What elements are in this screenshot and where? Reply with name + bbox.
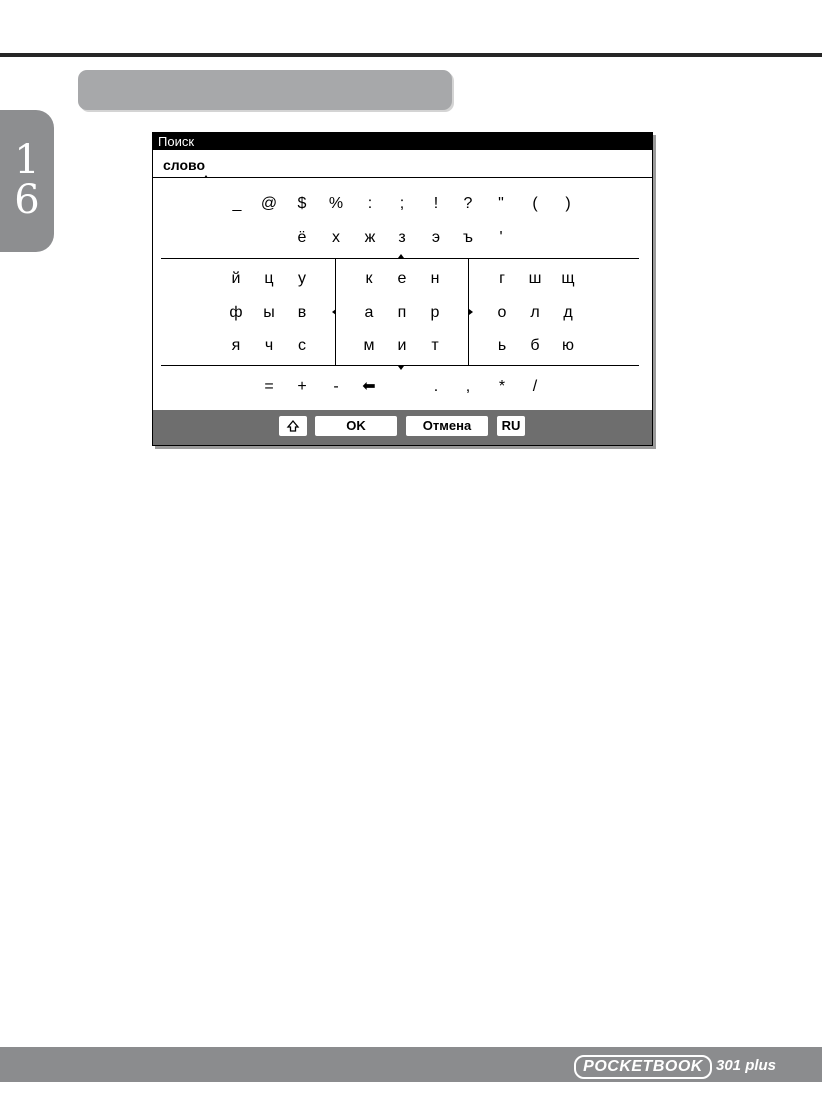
keyboard-key[interactable]: у [298, 270, 306, 287]
keyboard-key[interactable]: * [498, 378, 506, 395]
keyboard-key[interactable]: д [563, 304, 573, 321]
keyboard-key[interactable]: т [431, 337, 439, 354]
keyboard-key[interactable]: ы [263, 304, 275, 321]
keyboard-key[interactable]: " [498, 195, 504, 212]
keyboard-key[interactable]: м [363, 337, 375, 354]
keyboard-key[interactable]: щ [561, 270, 575, 287]
keyboard-key[interactable]: ⬅ [362, 378, 376, 395]
keyboard-key[interactable]: й [231, 270, 241, 287]
cancel-button[interactable]: Отмена [406, 416, 488, 436]
keyboard-key[interactable]: л [530, 304, 540, 321]
keyboard-key[interactable]: $ [297, 195, 307, 212]
keyboard-key[interactable]: ' [499, 229, 503, 246]
keyboard-key[interactable]: а [364, 304, 374, 321]
footer-bar [0, 1047, 822, 1082]
arrow-down-marker [398, 366, 404, 370]
keyboard-key[interactable]: н [430, 270, 440, 287]
keyboard-divider [161, 258, 639, 259]
keyboard-key[interactable]: ъ [463, 229, 473, 246]
arrow-up-marker [398, 254, 404, 258]
keyboard-key[interactable]: э [431, 229, 441, 246]
text-cursor [204, 175, 208, 178]
search-input[interactable]: слово [153, 150, 652, 178]
keyboard-key[interactable]: ; [399, 195, 405, 212]
keyboard-key[interactable]: ь [497, 337, 507, 354]
keyboard-key[interactable]: п [397, 304, 407, 321]
keyboard-key[interactable]: ц [264, 270, 274, 287]
section-header-bar [78, 70, 452, 110]
keyboard-key[interactable]: ш [528, 270, 542, 287]
keyboard-key[interactable]: в [297, 304, 307, 321]
keyboard-key[interactable]: ё [297, 229, 307, 246]
keyboard-key[interactable]: о [497, 304, 507, 321]
keyboard-key[interactable]: х [332, 229, 340, 246]
keyboard-key[interactable]: ч [264, 337, 274, 354]
brand-logo: POCKETBOOK [574, 1055, 712, 1079]
keyboard-key[interactable]: ? [463, 195, 473, 212]
keyboard-key[interactable]: я [231, 337, 241, 354]
keyboard-key[interactable]: с [298, 337, 306, 354]
keyboard-key[interactable]: е [397, 270, 407, 287]
dialog-title: Поиск [153, 133, 652, 150]
keyboard-key[interactable]: + [297, 378, 307, 395]
keyboard-key[interactable]: г [499, 270, 505, 287]
keyboard-key[interactable]: б [530, 337, 540, 354]
shift-button[interactable] [279, 416, 307, 436]
keyboard-key[interactable]: ю [562, 337, 574, 354]
keyboard-key[interactable]: @ [260, 195, 278, 212]
keyboard-key[interactable]: к [365, 270, 373, 287]
search-keyboard-dialog [152, 132, 653, 446]
keyboard-key[interactable]: ф [229, 304, 243, 321]
keyboard-key[interactable]: = [264, 378, 274, 395]
keyboard-key[interactable]: : [367, 195, 373, 212]
arrow-left-marker [332, 309, 336, 315]
keyboard-key[interactable]: _ [232, 195, 242, 212]
keyboard-key[interactable]: р [430, 304, 440, 321]
arrow-right-marker [469, 309, 473, 315]
keyboard-key[interactable]: з [398, 229, 406, 246]
keyboard-key[interactable]: , [465, 378, 471, 395]
keyboard-key[interactable]: ! [433, 195, 439, 212]
language-button[interactable]: RU [497, 416, 525, 436]
keyboard-key[interactable]: - [333, 378, 339, 395]
ok-button[interactable]: OK [315, 416, 397, 436]
model-name: 301 plus [716, 1057, 777, 1074]
keyboard-key[interactable]: ж [364, 229, 376, 246]
keyboard-key[interactable]: % [328, 195, 344, 212]
keyboard-key[interactable]: / [532, 378, 538, 395]
keyboard-key[interactable]: ) [565, 195, 571, 212]
page-number-digit: 6 [14, 177, 40, 223]
keyboard-key[interactable]: ( [532, 195, 538, 212]
dialog-button-bar [153, 410, 652, 445]
keyboard-key[interactable]: . [433, 378, 439, 395]
shift-icon [286, 419, 300, 433]
page-number-digit: 1 [14, 137, 40, 183]
keyboard-key[interactable]: и [397, 337, 407, 354]
top-rule [0, 53, 822, 57]
